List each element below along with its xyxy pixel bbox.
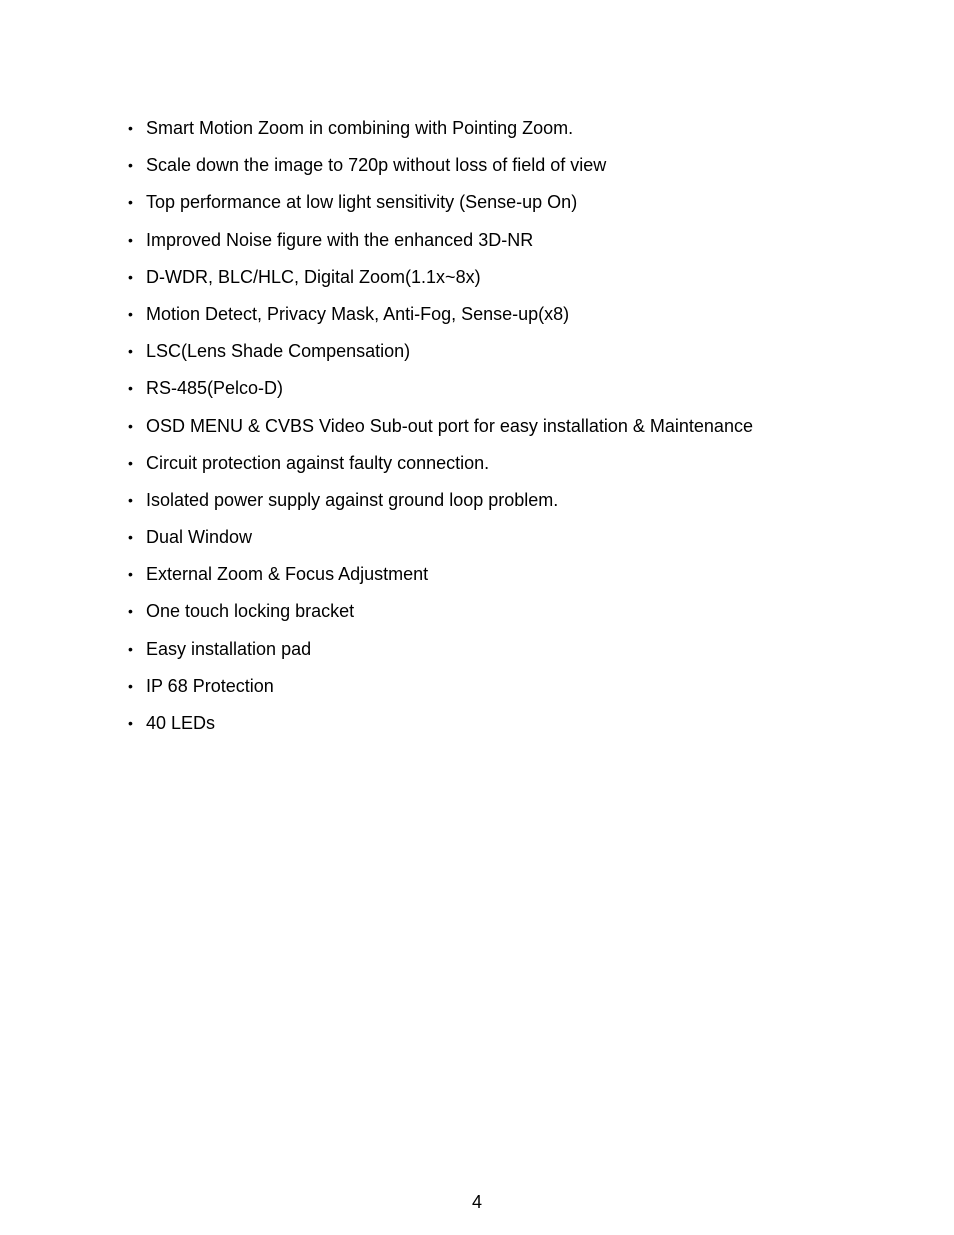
bullet-icon: • [128,454,133,471]
list-item-text: IP 68 Protection [146,675,274,696]
bullet-icon: • [128,231,133,248]
list-item-text: Motion Detect, Privacy Mask, Anti-Fog, Sense-up(x8) [146,303,570,324]
list-item-text: Circuit protection against faulty connection. [146,452,490,473]
bullet-icon: • [128,417,133,434]
list-item-text: Top performance at low light sensitivity (Sense-up On) [146,192,578,213]
bullet-icon: • [128,715,133,731]
bullet-icon: • [128,566,133,583]
list-item-text: External Zoom & Focus Adjustment [146,564,429,585]
page-number: 4 [471,1192,482,1212]
list-item-text: Dual Window [146,527,253,548]
bullet-icon: • [128,677,133,694]
list-item-text: Scale down the image to 720p without loss of field of view [146,155,607,176]
bullet-icon: • [128,491,133,508]
list-item-text: One touch locking bracket [146,601,355,622]
list-item-text: Smart Motion Zoom in combining with Pointing Zoom. [146,118,574,138]
bullet-icon: • [128,120,133,136]
list-item-text: RS-485(Pelco-D) [146,378,284,399]
list-item-text: LSC(Lens Shade Compensation) [146,341,411,362]
bullet-icon: • [128,640,133,657]
bullet-icon: • [128,603,133,620]
bullet-icon: • [128,343,133,360]
bullet-icon: • [128,305,133,322]
bullet-icon: • [128,268,133,285]
list-item-text: Easy installation pad [146,638,312,659]
bullet-icon: • [128,194,133,211]
bullet-icon: • [128,157,133,174]
list-item-text: Isolated power supply against ground loop problem. [146,489,559,510]
bullet-icon: • [128,380,133,397]
list-item-text: Improved Noise figure with the enhanced 3D-NR [146,229,534,250]
list-item-text: 40 LEDs [146,713,216,733]
list-item-text: OSD MENU & CVBS Video Sub-out port for easy installation & Maintenance [146,415,753,436]
list-item-text: D-WDR, BLC/HLC, Digital Zoom(1.1x~8x) [146,266,481,287]
bullet-icon: • [128,529,133,546]
